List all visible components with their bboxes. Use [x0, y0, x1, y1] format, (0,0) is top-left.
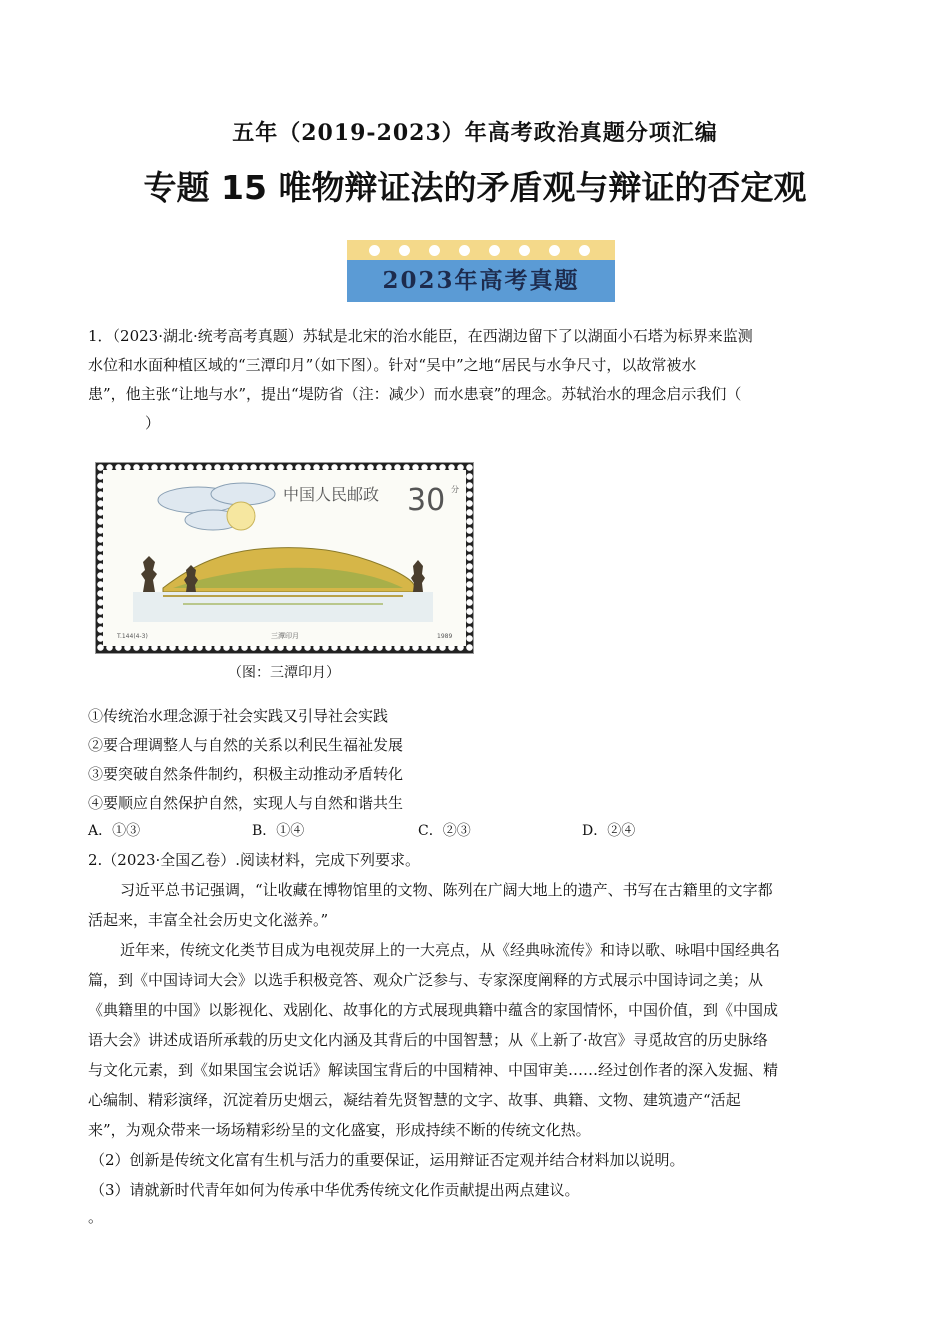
q2-para2-line5: 与文化元素，到《如果国宝会说话》解读国宝背后的中国精神、中国审美……经过创作者的深入发掘、精 — [88, 1061, 779, 1079]
figure-caption: （图：三潭印月） — [228, 665, 340, 681]
q2-para2-line6: 心编制、精彩演绎，沉淀着历史烟云，凝结着先贤智慧的文字、故事、典籍、文物、建筑遗产“活起 — [88, 1091, 741, 1109]
trailing-mark: 。 — [88, 1208, 104, 1226]
choice-d: D．②④ — [582, 823, 636, 839]
q1-line-3: 患”，他主张“让地与水”，提出“堤防省（注：减少）而水患衰”的理念。苏轼治水的理念启示我们（ — [88, 385, 742, 403]
year-banner — [347, 240, 615, 302]
stamp-value: 30 — [407, 483, 446, 518]
west-lake-illustration — [103, 470, 466, 646]
statement-4: ④要顺应自然保护自然，实现人与自然和谐共生 — [88, 794, 404, 812]
stamp-image — [95, 462, 474, 654]
q2-subquestion-3: （3）请就新时代青年如何为传承中华优秀传统文化作贡献提出两点建议。 — [90, 1181, 580, 1199]
q2-subquestion-2: （2）创新是传统文化富有生机与活力的重要保证，运用辩证否定观并结合材料加以说明。 — [90, 1151, 685, 1169]
stamp-year: 1989 — [437, 633, 453, 640]
q1-line-4: ） — [145, 414, 161, 432]
choice-c: C．②③ — [418, 823, 471, 839]
topic-title: 专题 15 唯物辩证法的矛盾观与辩证的否定观 — [143, 168, 807, 207]
stamp-name: 三潭印月 — [271, 632, 299, 640]
choice-a: A．①③ — [88, 823, 141, 839]
statement-1: ①传统治水理念源于社会实践又引导社会实践 — [88, 707, 389, 725]
q2-para2-line1: 近年来，传统文化类节目成为电视荧屏上的一大亮点，从《经典咏流传》和诗以歌、咏唱中国经典名 — [120, 941, 781, 959]
document-title: 五年（2019-2023）年高考政治真题分项汇编 — [232, 120, 718, 146]
q1-line-2: 水位和水面种植区域的“三潭印月”（如下图）。针对“吴中”之地“居民与水争尺寸，以故常被水 — [88, 356, 697, 374]
q2-para2-line7: 来”，为观众带来一场场精彩纷呈的文化盛宴，形成持续不断的传统文化热。 — [88, 1121, 591, 1139]
statement-2: ②要合理调整人与自然的关系以利民生福祉发展 — [88, 736, 404, 754]
stamp-country: 中国人民邮政 — [283, 485, 380, 504]
q2-para2-line4: 语大会》讲述成语所承载的历史文化内涵及其背后的中国智慧；从《上新了·故宫》寻觅故宫的历史脉络 — [88, 1031, 768, 1049]
choice-b: B．①④ — [252, 823, 305, 839]
stamp-unit: 分 — [451, 485, 459, 494]
banner-ring-strip — [347, 240, 615, 262]
q2-para2-line3: 《典籍里的中国》以影视化、戏剧化、故事化的方式展现典籍中蕴含的家国情怀，中国价值，到《中国成 — [88, 1001, 779, 1019]
q2-para2-line2: 篇，到《中国诗词大会》以选手积极竞答、观众广泛参与、专家深度阐释的方式展示中国诗词之美；从 — [88, 971, 764, 989]
q2-para1-line1: 习近平总书记强调，“让收藏在博物馆里的文物、陈列在广阔大地上的遗产、书写在古籍里的文字都 — [120, 881, 773, 899]
q2-intro: 2.（2023·全国乙卷）.阅读材料，完成下列要求。 — [88, 851, 421, 869]
q1-line-1: 1．（2023·湖北·统考高考真题）苏轼是北宋的治水能臣，在西湖边留下了以湖面小石塔为标界来监测 — [88, 327, 753, 345]
q2-para1-line2: 活起来，丰富全社会历史文化滋养。” — [88, 911, 329, 929]
statement-3: ③要突破自然条件制约，积极主动推动矛盾转化 — [88, 765, 404, 783]
banner-label: 2023年高考真题 — [347, 260, 615, 302]
stamp-picture — [103, 470, 466, 646]
stamp-code: T.144(4-3) — [117, 633, 148, 640]
